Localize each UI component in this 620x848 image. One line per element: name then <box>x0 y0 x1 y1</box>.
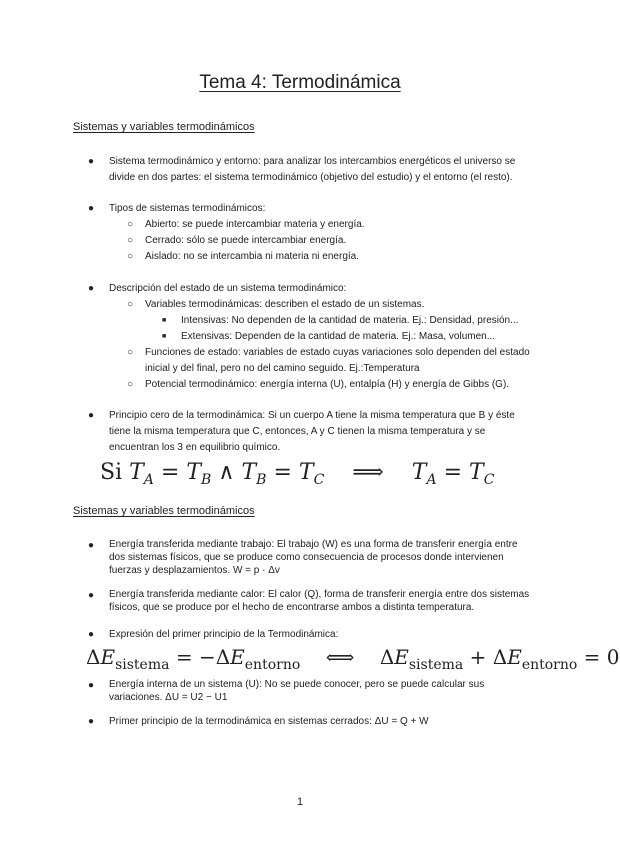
paragraph-trabajo-line1: Energía transferida mediante trabajo: El trabajo (W) es una forma de transferir energía entre <box>109 539 518 550</box>
bullet-l2: ○ <box>127 347 134 358</box>
list-item-variables: Variables termodinámicas: describen el estado de un sistemas. <box>145 299 425 310</box>
bullet-l1: ● <box>88 156 95 167</box>
section-heading-2: Sistemas y variables termodinámicos <box>73 505 255 517</box>
paragraph-calor-line2: físicos, que se produce por el hecho de encontrarse ambos a distinta temperatura. <box>109 602 475 613</box>
list-item-aislado: Aislado: no se intercambia ni materia ni energía. <box>145 251 360 262</box>
paragraph-tipos: Tipos de sistemas termodinámicos: <box>109 203 266 214</box>
bullet-l1: ● <box>88 540 95 551</box>
paragraph-primer-principio-cerrados: Primer principio de la termodinámica en sistemas cerrados: ΔU = Q + W <box>109 716 429 727</box>
paragraph-trabajo-line3: fuerzas y desplazamientos. W = p · Δv <box>109 565 280 576</box>
bullet-l3: ■ <box>162 333 167 340</box>
page-number: 1 <box>296 796 304 808</box>
paragraph-energia-interna-line2: variaciones. ΔU = U2 − U1 <box>109 692 228 703</box>
bullet-l1: ● <box>88 283 95 294</box>
list-item-potencial: Potencial termodinámico: energía interna (U), entalpía (H) y energía de Gibbs (G). <box>145 379 510 390</box>
paragraph-calor-line1: Energía transferida mediante calor: El calor (Q), forma de transferir energía entre dos sistemas <box>109 589 530 600</box>
list-item-extensivas: Extensivas: Dependen de la cantidad de materia. Ej.: Masa, volumen... <box>181 331 496 342</box>
paragraph-trabajo-line2: dos sistemas físicos, que se produce como consecuencia de procesos donde intervienen <box>109 552 504 563</box>
list-item-funciones-line1: Funciones de estado: variables de estado cuyas variaciones solo dependen del estado <box>145 347 530 358</box>
paragraph-principio-cero-line2: tiene la misma temperatura que C, entonces, A y C tienen la misma temperatura y se <box>109 426 486 437</box>
bullet-l3: ■ <box>162 317 167 324</box>
paragraph-descripcion: Descripción del estado de un sistema termodinámico: <box>109 283 347 294</box>
paragraph-principio-cero-line3: encuentran los 3 en equilibrio químico. <box>109 442 281 453</box>
bullet-l2: ○ <box>127 251 134 262</box>
paragraph-expresion: Expresión del primer principio de la Termodinámica: <box>109 629 339 640</box>
bullet-l1: ● <box>88 203 95 214</box>
bullet-l1: ● <box>88 716 95 727</box>
bullet-l2: ○ <box>127 219 134 230</box>
bullet-l1: ● <box>88 410 95 421</box>
bullet-l2: ○ <box>127 379 134 390</box>
paragraph-sistema-line2: divide en dos partes: el sistema termodinámico (objetivo del estudio) y el entorno (el resto). <box>109 172 513 183</box>
bullet-l1: ● <box>88 680 95 691</box>
paragraph-energia-interna-line1: Energía interna de un sistema (U): No se puede conocer, pero se puede calcular sus <box>109 679 485 690</box>
section-heading-1: Sistemas y variables termodinámicos <box>73 121 255 133</box>
list-item-abierto: Abierto: se puede intercambiar materia y energía. <box>145 219 365 230</box>
bullet-l2: ○ <box>127 235 134 246</box>
equation-principio-cero: Si $T_A = T_B$ ∧ $T_B = T_C$ ⟹ $T_A = T_C$ <box>100 460 495 488</box>
list-item-cerrado: Cerrado: sólo se puede intercambiar energía. <box>145 235 347 246</box>
paragraph-sistema-line1: Sistema termodinámico y entorno: para analizar los intercambios energéticos el universo se <box>109 156 516 167</box>
page-title: Tema 4: Termodinámica <box>199 72 401 93</box>
paragraph-principio-cero-line1: Principio cero de la termodinámica: Si un cuerpo A tiene la misma temperatura que B y éste <box>109 410 515 421</box>
bullet-l2: ○ <box>127 299 134 310</box>
list-item-intensivas: Intensivas: No dependen de la cantidad de materia. Ej.: Densidad, presión... <box>181 315 519 326</box>
list-item-funciones-line2: inicial y del final, pero no del camino seguido. Ej.:Temperatura <box>145 363 420 374</box>
equation-primer-principio: $\Delta E_{sistema} = -\Delta E_{entorno}$ ⟺ $\Delta E_{sistema} + \Delta E_{entorno} = 0$ <box>86 645 620 673</box>
bullet-l1: ● <box>88 590 95 601</box>
bullet-l1: ● <box>88 629 95 640</box>
